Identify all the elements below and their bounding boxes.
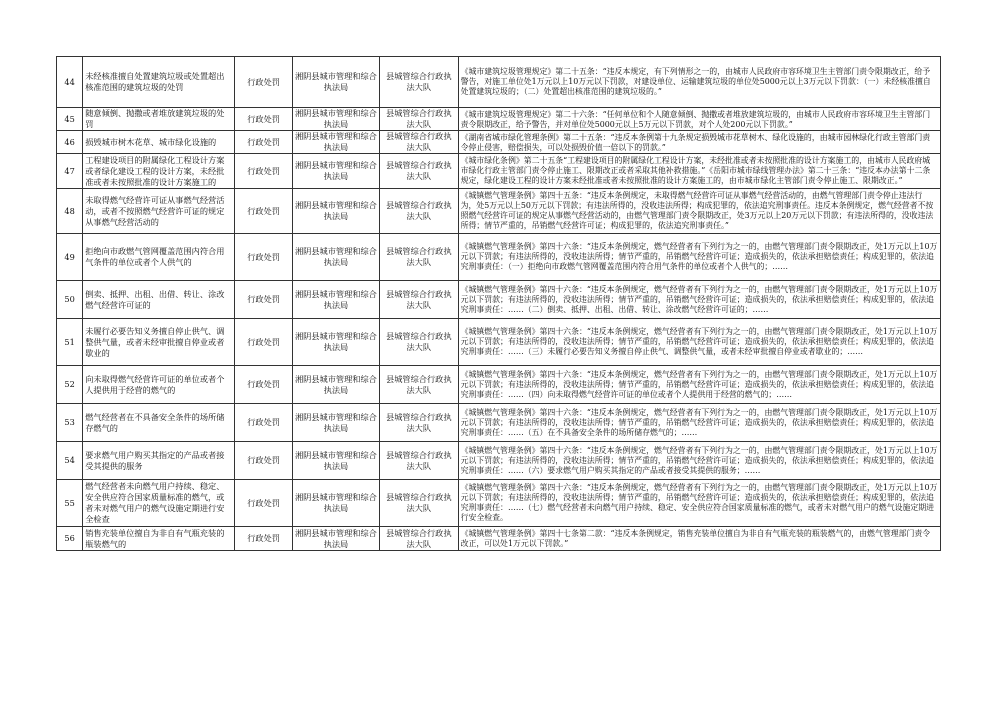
power-type: [235, 154, 293, 189]
legal-basis-text: 《城市建筑垃圾管理规定》第二十六条：“任何单位和个人随意倾倒、抛撒或者堆放建筑垃圾的，由城市人民政府市容环境卫生主管部门责令限期改正，给予警告，并对单位处5000元以上5万元以下罚款，对个人处200元以下罚款。”: [460, 109, 931, 129]
legal-basis-text: 《城市绿化条例》第二十五条“工程建设项目的附属绿化工程设计方案，未经批准或者未按照批准的设计方案施工的，由城市人民政府城市绿化行政主管部门责令停止施工、限期改正或者采取其他补救措施。”《岳阳市城市绿线管理办法》第二十三条：“违反本办法第十二条规定，绿化建设工程的设计方案未经批准或者未按照批准的设计方案施工的，由市城市绿化主管部门责令停止施工、限期改正。”: [460, 156, 931, 185]
legal-basis-text: 《城镇燃气管理条例》第四十六条：“违反本条例规定，燃气经营者有下列行为之一的，由燃气管理部门责令限期改正，处1万元以上10万元以下罚款；有违法所得的，没收违法所得；情节严重的，吊销燃气经营许可证；造成损失的，依法承担赔偿责任；构成犯罪的，依法追究刑事责任：……（七）燃气经营者未向燃气用户持续、稳定、安全供应符合国家质量标准的燃气，或者未对燃气用户的燃气设施定期进行安全检查。: [460, 483, 938, 522]
executing-unit: [379, 57, 458, 108]
item-name: [83, 57, 235, 108]
department-text: 湘阴县城市管理和综合执法局: [294, 449, 377, 471]
department-text: 湘阴县城市管理和综合执法局: [294, 527, 377, 549]
department: [292, 527, 379, 551]
department-text: 湘阴县城市管理和综合执法局: [294, 331, 377, 352]
department: [292, 234, 379, 281]
legal-basis: [458, 154, 940, 189]
document-page: [56, 56, 941, 551]
row-number-text: 51: [64, 336, 75, 347]
executing-unit: [379, 189, 458, 234]
department: [292, 281, 379, 319]
department: [292, 108, 379, 131]
legal-basis: [458, 366, 940, 404]
table-row: [57, 108, 941, 131]
power-type-text: 行政处罚: [247, 497, 280, 508]
legal-basis-text: 《城镇燃气管理条例》第四十五条：“违反本条例规定，未取得燃气经营许可证从事燃气经营活动的，由燃气管理部门责令停止违法行为，处5万元以上50万元以下罚款；有违法所得的，没收违法所得；构成犯罪的，依法追究刑事责任。违反本条例规定，燃气经营者不按照燃气经营许可证的规定从事燃气经营活动的，由燃气管理部门责令限期改正，处3万元以上20万元以下罚款；有违法所得的，没收违法所得；情节严重的，吊销燃气经营许可证；构成犯罪的，依法追究刑事责任。”: [460, 191, 934, 230]
item-name-text: 销售充装单位擅自为非自有气瓶充装的瓶装燃气的: [85, 527, 225, 549]
power-type: [235, 480, 293, 527]
executing-unit-text: 县城管综合行政执法大队: [386, 246, 452, 267]
row-number: [57, 404, 83, 442]
power-type-text: 行政处罚: [247, 533, 280, 543]
power-type-text: 行政处罚: [247, 379, 280, 389]
item-name-text: 燃气经营者未向燃气用户持续、稳定、安全供应符合国家质量标准的燃气，或者未对燃气用户的燃气设施定期进行安全检查: [85, 481, 225, 524]
executing-unit-text: 县城管综合行政执法大队: [386, 492, 452, 513]
executing-unit-text: 县城管综合行政执法大队: [386, 411, 452, 433]
department-text: 湘阴县城市管理和综合执法局: [294, 71, 377, 92]
legal-basis: [458, 234, 940, 281]
power-type: [235, 281, 293, 319]
row-number: [57, 480, 83, 527]
department: [292, 442, 379, 480]
power-type: [235, 131, 293, 154]
row-number: [57, 281, 83, 319]
department-text: 湘阴县城市管理和综合执法局: [294, 411, 377, 433]
row-number: [57, 108, 83, 131]
row-number: [57, 131, 83, 154]
row-number-text: 50: [64, 294, 75, 304]
executing-unit-text: 县城管综合行政执法大队: [386, 331, 452, 352]
legal-basis-text: 《湖南省城市绿化管理条例》第二十五条：“违反本条例第十九条规定损毁城市花草树木、绿化设施的，由城市园林绿化行政主管部门责令停止侵害，赔偿损失，可以处损毁价值一倍以下的罚款。”: [460, 132, 931, 152]
row-number: [57, 189, 83, 234]
table-row: [57, 154, 941, 189]
table-row: [57, 404, 941, 442]
legal-basis: [458, 189, 940, 234]
item-name: [83, 108, 235, 131]
item-name: [83, 131, 235, 154]
enforcement-table: [56, 56, 941, 551]
executing-unit: [379, 234, 458, 281]
executing-unit-text: 县城管综合行政执法大队: [386, 71, 452, 92]
legal-basis: [458, 131, 940, 154]
row-number-text: 52: [64, 379, 75, 389]
item-name: [83, 154, 235, 189]
executing-unit-text: 县城管综合行政执法大队: [386, 131, 452, 152]
legal-basis-text: 《城镇燃气管理条例》第四十七条第二款：“违反本条例规定，销售充装单位擅自为非自有气瓶充装的瓶装燃气的，由燃气管理部门责令改正，可以处1万元以下罚款。”: [460, 528, 931, 548]
department: [292, 404, 379, 442]
item-name: [83, 189, 235, 234]
power-type: [235, 57, 293, 108]
table-body: [57, 57, 941, 551]
legal-basis: [458, 404, 940, 442]
executing-unit: [379, 527, 458, 551]
table-row: [57, 366, 941, 404]
power-type: [235, 366, 293, 404]
department-text: 湘阴县城市管理和综合执法局: [294, 200, 377, 221]
executing-unit: [379, 154, 458, 189]
executing-unit: [379, 108, 458, 131]
row-number-text: 56: [64, 533, 75, 543]
department-text: 湘阴县城市管理和综合执法局: [294, 108, 377, 129]
executing-unit-text: 县城管综合行政执法大队: [386, 373, 452, 395]
executing-unit: [379, 319, 458, 366]
table-row: [57, 189, 941, 234]
department: [292, 319, 379, 366]
legal-basis-text: 《城镇燃气管理条例》第四十六条：“违反本条例规定，燃气经营者有下列行为之一的，由燃气管理部门责令限期改正，处1万元以上10万元以下罚款；有违法所得的，没收违法所得；情节严重的，吊销燃气经营许可证；造成损失的，依法承担赔偿责任；构成犯罪的，依法追究刑事责任：……（三）未履行必要告知义务擅自停止供气、调整供气量，或者未经审批擅自停业或者歇业的；……: [460, 327, 938, 356]
executing-unit-text: 县城管综合行政执法大队: [386, 449, 452, 471]
executing-unit: [379, 366, 458, 404]
legal-basis: [458, 319, 940, 366]
table-row: [57, 234, 941, 281]
item-name: [83, 281, 235, 319]
power-type-text: 行政处罚: [247, 165, 280, 176]
row-number: [57, 234, 83, 281]
legal-basis-text: 《城镇燃气管理条例》第四十六条：“违反本条例规定，燃气经营者有下列行为之一的，由燃气管理部门责令限期改正，处1万元以上10万元以下罚款；有违法所得的，没收违法所得；情节严重的，吊销燃气经营许可证；造成损失的，依法承担赔偿责任；构成犯罪的，依法追究刑事责任：……（五）在不具备安全条件的场所储存燃气的；……: [460, 407, 938, 437]
item-name-text: 损毁城市树木花草、城市绿化设施的: [85, 136, 217, 147]
legal-basis-text: 《城镇燃气管理条例》第四十六条：“违反本条例规定，燃气经营者有下列行为之一的，由燃气管理部门责令限期改正，处1万元以上10万元以下罚款；有违法所得的，没收违法所得；情节严重的，吊销燃气经营许可证；造成损失的，依法承担赔偿责任；构成犯罪的，依法追究刑事责任：（一）拒绝向市政燃气管网覆盖范围内符合用气条件的单位或者个人供气的；……: [460, 242, 938, 271]
department-text: 湘阴县城市管理和综合执法局: [294, 288, 377, 310]
row-number-text: 47: [64, 165, 75, 176]
power-type: [235, 319, 293, 366]
executing-unit: [379, 442, 458, 480]
power-type: [235, 108, 293, 131]
legal-basis: [458, 527, 940, 551]
department: [292, 131, 379, 154]
row-number-text: 46: [64, 136, 75, 147]
row-number: [57, 319, 83, 366]
power-type: [235, 527, 293, 551]
item-name-text: 随意倾倒、抛撒或者堆放建筑垃圾的处罚: [85, 108, 225, 129]
power-type-text: 行政处罚: [247, 113, 280, 124]
power-type-text: 行政处罚: [247, 336, 280, 347]
row-number-text: 48: [64, 205, 75, 216]
item-name: [83, 234, 235, 281]
executing-unit: [379, 281, 458, 319]
power-type: [235, 442, 293, 480]
item-name: [83, 527, 235, 551]
table-row: [57, 131, 941, 154]
item-name-text: 未取得燃气经营许可证从事燃气经营活动，或者不按照燃气经营许可证的规定从事燃气经营活动的: [85, 194, 225, 227]
item-name-text: 要求燃气用户购买其指定的产品或者接受其提供的服务: [85, 449, 225, 471]
table-row: [57, 527, 941, 551]
power-type-text: 行政处罚: [247, 294, 280, 304]
row-number-text: 54: [64, 455, 75, 465]
item-name-text: 倒卖、抵押、出租、出借、转让、涂改燃气经营许可证的: [85, 288, 225, 310]
item-name-text: 未履行必要告知义务擅自停止供气、调整供气量，或者未经审批擅自停业或者歇业的: [85, 325, 225, 358]
legal-basis: [458, 108, 940, 131]
item-name-text: 向未取得燃气经营许可证的单位或者个人提供用于经营的燃气的: [85, 373, 225, 395]
legal-basis: [458, 281, 940, 319]
executing-unit-text: 县城管综合行政执法大队: [386, 160, 452, 181]
power-type-text: 行政处罚: [247, 205, 280, 216]
department: [292, 366, 379, 404]
row-number: [57, 527, 83, 551]
department-text: 湘阴县城市管理和综合执法局: [294, 246, 377, 267]
department: [292, 57, 379, 108]
row-number: [57, 154, 83, 189]
department: [292, 154, 379, 189]
row-number: [57, 57, 83, 108]
row-number-text: 49: [64, 251, 75, 262]
power-type-text: 行政处罚: [247, 251, 280, 262]
item-name-text: 未经核准擅自处置建筑垃圾或处置超出核准范围的建筑垃圾的处罚: [85, 71, 225, 92]
item-name: [83, 442, 235, 480]
department-text: 湘阴县城市管理和综合执法局: [294, 131, 377, 152]
row-number-text: 55: [64, 497, 75, 508]
row-number-text: 53: [64, 417, 75, 427]
row-number: [57, 442, 83, 480]
item-name-text: 燃气经营者在不具备安全条件的场所储存燃气的: [85, 411, 225, 433]
power-type: [235, 404, 293, 442]
power-type-text: 行政处罚: [247, 76, 280, 87]
legal-basis: [458, 57, 940, 108]
power-type: [235, 234, 293, 281]
legal-basis-text: 《城镇燃气管理条例》第四十六条：“违反本条例规定，燃气经营者有下列行为之一的，由燃气管理部门责令限期改正，处1万元以上10万元以下罚款；有违法所得的，没收违法所得；情节严重的，吊销燃气经营许可证；造成损失的，依法承担赔偿责任；构成犯罪的，依法追究刑事责任：……（六）要求燃气用户购买其指定的产品或者接受其提供的服务；……: [460, 445, 938, 475]
executing-unit-text: 县城管综合行政执法大队: [386, 288, 452, 310]
power-type-text: 行政处罚: [247, 136, 280, 147]
executing-unit: [379, 480, 458, 527]
item-name: [83, 319, 235, 366]
power-type-text: 行政处罚: [247, 455, 280, 465]
table-row: [57, 319, 941, 366]
row-number-text: 45: [64, 113, 75, 124]
table-row: [57, 480, 941, 527]
power-type-text: 行政处罚: [247, 417, 280, 427]
department-text: 湘阴县城市管理和综合执法局: [294, 160, 377, 181]
department-text: 湘阴县城市管理和综合执法局: [294, 492, 377, 513]
executing-unit-text: 县城管综合行政执法大队: [386, 200, 452, 221]
item-name: [83, 404, 235, 442]
department: [292, 480, 379, 527]
legal-basis-text: 《城镇燃气管理条例》第四十六条：“违反本条例规定，燃气经营者有下列行为之一的，由燃气管理部门责令限期改正，处1万元以上10万元以下罚款；有违法所得的，没收违法所得；情节严重的，吊销燃气经营许可证；造成损失的，依法承担赔偿责任；构成犯罪的，依法追究刑事责任：……（四）向未取得燃气经营许可证的单位或者个人提供用于经营的燃气的；……: [460, 369, 938, 399]
legal-basis: [458, 442, 940, 480]
legal-basis: [458, 480, 940, 527]
power-type: [235, 189, 293, 234]
department-text: 湘阴县城市管理和综合执法局: [294, 373, 377, 395]
legal-basis-text: 《城镇燃气管理条例》第四十六条：“违反本条例规定，燃气经营者有下列行为之一的，由燃气管理部门责令限期改正，处1万元以上10万元以下罚款；有违法所得的，没收违法所得；情节严重的，吊销燃气经营许可证；造成损失的，依法承担赔偿责任；构成犯罪的，依法追究刑事责任：……（二）倒卖、抵押、出租、出借、转让、涂改燃气经营许可证的；……: [460, 284, 938, 314]
item-name-text: 工程建设项目的附属绿化工程设计方案或者绿化建设工程的设计方案，未经批准或者未按照批准的设计方案施工的: [85, 154, 225, 187]
legal-basis-text: 《城市建筑垃圾管理规定》第二十五条：“违反本规定，有下列情形之一的，由城市人民政府市容环境卫生主管部门责令限期改正，给予警告，对施工单位处1万元以上10万元以下罚款，对建设单位、运输建筑垃圾的单位处5000元以上3万元以下罚款：（一）未经核准擅自处置建筑垃圾的；（二）处置超出核准范围的建筑垃圾的。”: [460, 67, 931, 96]
row-number-text: 44: [64, 76, 75, 87]
executing-unit-text: 县城管综合行政执法大队: [386, 527, 452, 549]
table-row: [57, 442, 941, 480]
item-name-text: 拒绝向市政燃气管网覆盖范围内符合用气条件的单位或者个人供气的: [85, 246, 225, 267]
department: [292, 189, 379, 234]
table-row: [57, 57, 941, 108]
executing-unit-text: 县城管综合行政执法大队: [386, 108, 452, 129]
executing-unit: [379, 404, 458, 442]
row-number: [57, 366, 83, 404]
table-row: [57, 281, 941, 319]
item-name: [83, 480, 235, 527]
executing-unit: [379, 131, 458, 154]
item-name: [83, 366, 235, 404]
